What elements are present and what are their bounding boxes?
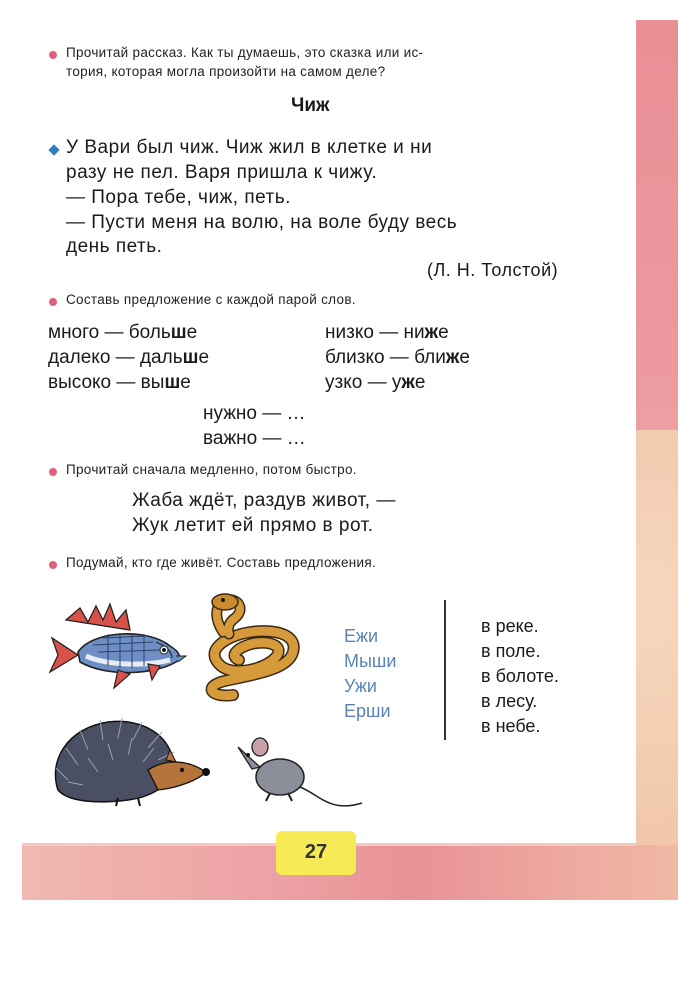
animal-word: Мыши: [344, 651, 397, 671]
page-number: 27: [304, 841, 328, 863]
story-line: У Вари был чиж. Чиж жил в клетке и ни: [66, 137, 433, 158]
animal-word: Ужи: [344, 676, 377, 696]
place-phrase: в поле.: [481, 641, 541, 661]
rhyme-line: Жук летит ей прямо в рот.: [132, 515, 374, 536]
animal-word: Ерши: [344, 701, 391, 721]
snake-illustration: [193, 590, 308, 705]
places-column: [481, 614, 559, 739]
word-pair: высоко — выше: [48, 372, 191, 393]
bullet-icon: [49, 561, 57, 569]
task-2-text: Составь предложение с каждой парой слов.: [66, 292, 356, 307]
story-line: — Пусти меня на волю, на воле буду весь: [66, 212, 458, 233]
story-line: — Пора тебе, чиж, петь.: [66, 187, 291, 208]
animal-word: Ежи: [344, 626, 379, 646]
place-phrase: в реке.: [481, 616, 539, 636]
bullet-icon: [49, 51, 57, 59]
word-pair: нужно — …: [203, 403, 306, 424]
story-title: Чиж: [291, 95, 330, 116]
hedgehog-illustration: [48, 710, 218, 810]
mouse-illustration: [230, 725, 365, 815]
story-line: день петь.: [66, 236, 163, 257]
word-pair: низко — ниже: [325, 322, 449, 343]
task-4-text: Подумай, кто где живёт. Составь предложения.: [66, 555, 377, 570]
fish-illustration: [48, 600, 188, 695]
place-phrase: в небе.: [481, 716, 541, 736]
word-pair: близко — ближе: [325, 347, 470, 368]
place-phrase: в болоте.: [481, 666, 559, 686]
task-1-line-1: Прочитай рассказ. Как ты думаешь, это сказка или ис-: [66, 45, 424, 60]
animals-column: [344, 624, 396, 724]
bullet-icon: [49, 298, 57, 306]
word-pair: важно — …: [203, 428, 306, 449]
word-pair: далеко — дальше: [48, 347, 210, 368]
rhyme-line: Жаба ждёт, раздув живот, —: [132, 490, 396, 511]
bullet-icon: [49, 468, 57, 476]
story-author: (Л. Н. Толстой): [427, 260, 559, 280]
page-number-tab: [276, 831, 356, 875]
task-1-line-2: тория, которая могла произойти на самом деле?: [66, 64, 386, 79]
word-pair: много — больше: [48, 322, 198, 343]
story-line: разу не пел. Варя пришла к чижу.: [66, 162, 378, 183]
word-pair: узко — уже: [325, 372, 426, 393]
task-3-text: Прочитай сначала медленно, потом быстро.: [66, 462, 357, 477]
column-divider: [444, 600, 446, 740]
place-phrase: в лесу.: [481, 691, 538, 711]
